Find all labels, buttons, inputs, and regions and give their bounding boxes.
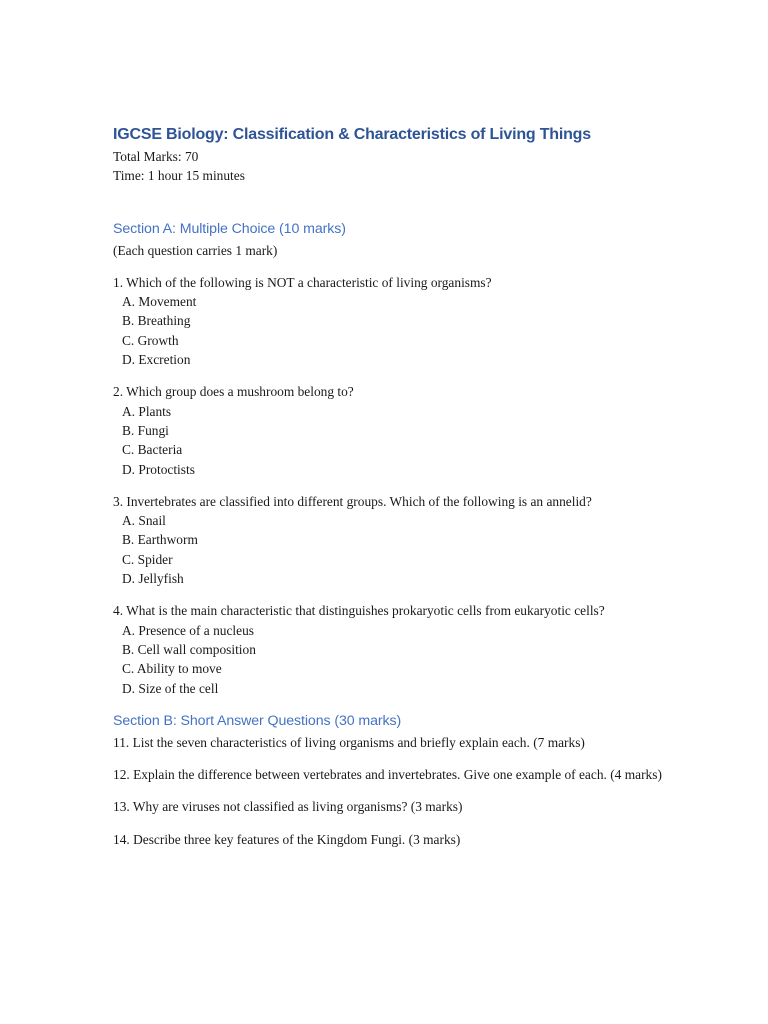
option: C. Growth bbox=[122, 332, 179, 348]
option-list bbox=[113, 511, 673, 588]
question-text: 4. What is the main characteristic that distinguishes prokaryotic cells from eukaryotic cells? bbox=[113, 603, 605, 619]
short-answer-question: 14. Describe three key features of the Kingdom Fungi. (3 marks) bbox=[113, 831, 461, 847]
option: B. Earthworm bbox=[122, 532, 198, 548]
section-a-note: (Each question carries 1 mark) bbox=[113, 242, 278, 258]
option: B. Breathing bbox=[122, 313, 191, 329]
question-text: 3. Invertebrates are classified into different groups. Which of the following is an annelid? bbox=[113, 493, 592, 509]
option-list bbox=[113, 621, 673, 698]
total-marks: Total Marks: 70 bbox=[113, 149, 199, 164]
document-page bbox=[113, 124, 673, 862]
mc-question bbox=[113, 492, 673, 588]
option: B. Cell wall composition bbox=[122, 641, 256, 657]
option: A. Snail bbox=[122, 513, 166, 529]
question-text: 1. Which of the following is NOT a characteristic of living organisms? bbox=[113, 274, 492, 290]
mc-question bbox=[113, 601, 673, 697]
option-list bbox=[113, 292, 673, 369]
option: D. Jellyfish bbox=[122, 571, 184, 587]
mc-question bbox=[113, 382, 673, 478]
option: D. Excretion bbox=[122, 352, 191, 368]
document-title: IGCSE Biology: Classification & Characteristics of Living Things bbox=[113, 126, 591, 143]
option: C. Spider bbox=[122, 551, 173, 567]
option: C. Bacteria bbox=[122, 442, 183, 458]
option: A. Presence of a nucleus bbox=[122, 622, 254, 638]
short-answer-question: 12. Explain the difference between vertebrates and invertebrates. Give one example of each. (4 marks) bbox=[113, 767, 662, 783]
option: D. Protoctists bbox=[122, 461, 195, 477]
question-text: 2. Which group does a mushroom belong to? bbox=[113, 384, 354, 400]
mc-question bbox=[113, 273, 673, 369]
option: A. Movement bbox=[122, 294, 197, 310]
option: C. Ability to move bbox=[122, 661, 222, 677]
short-answer-question: 11. List the seven characteristics of living organisms and briefly explain each. (7 marks) bbox=[113, 734, 585, 750]
exam-time: Time: 1 hour 15 minutes bbox=[113, 168, 245, 184]
section-b-heading: Section B: Short Answer Questions (30 marks) bbox=[113, 712, 402, 729]
option: D. Size of the cell bbox=[122, 680, 219, 696]
option: B. Fungi bbox=[122, 422, 169, 438]
short-answer-question: 13. Why are viruses not classified as living organisms? (3 marks) bbox=[113, 799, 463, 815]
option: A. Plants bbox=[122, 403, 172, 419]
section-a-heading: Section A: Multiple Choice (10 marks) bbox=[113, 220, 346, 237]
option-list bbox=[113, 402, 673, 479]
